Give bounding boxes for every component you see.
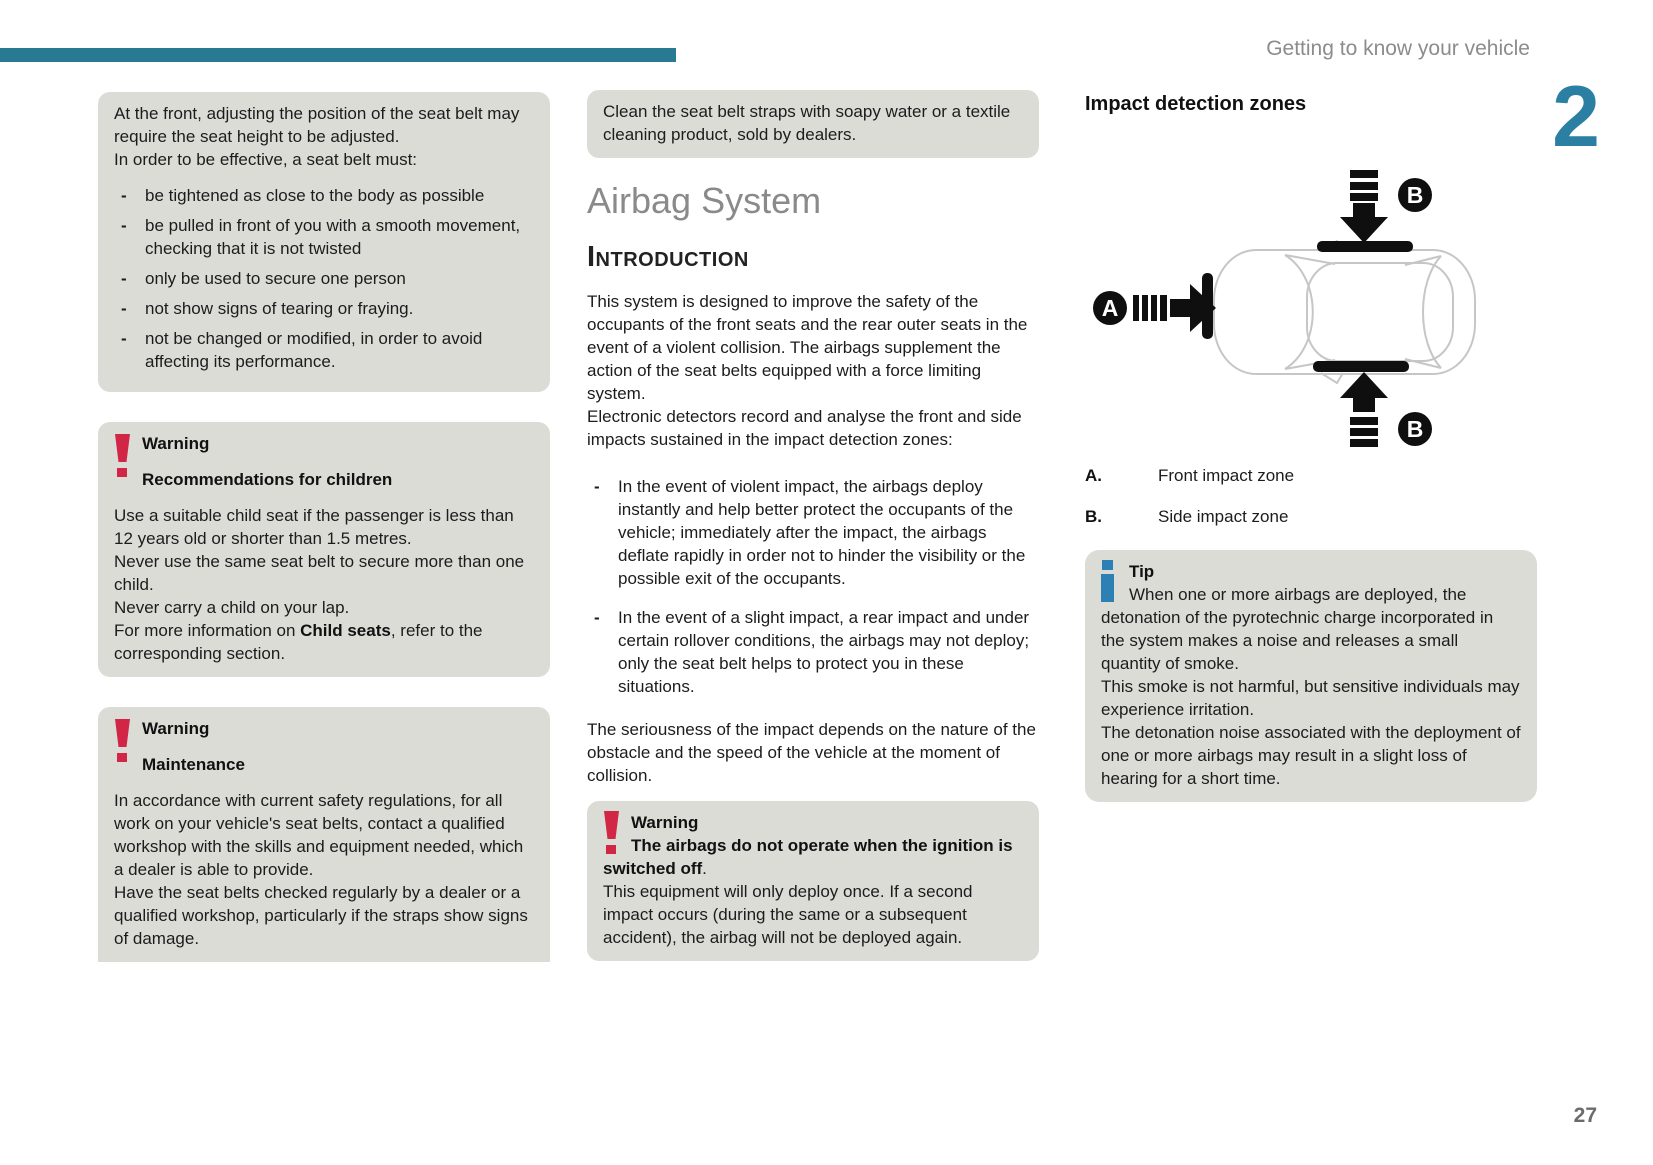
list-item [587,475,1039,590]
chapter-header: Getting to know your vehicle [1266,37,1530,60]
warning-label: Warning [631,813,699,832]
list-item [114,184,534,207]
warning-bold-text: The airbags do not operate when the ignition is switched off [603,836,1013,878]
badge-b-bottom [1398,412,1432,446]
seatbelt-intro-line: In order to be effective, a seat belt must: [114,150,418,169]
cleaning-info-box [587,90,1039,158]
paragraph-line: Electronic detectors record and analyse the front and side impacts sustained in the impact detection zones: [587,407,1022,449]
text-segment: . [702,859,707,878]
list-item [587,606,1039,698]
warning-body-line: In accordance with current safety regulations, for all work on your vehicle's seat belts, contact a qualified workshop with the skills and equipment needed, which a dealer is able to provide. [114,791,524,879]
chapter-number: 2 [1552,69,1600,165]
section-title-airbag-system: Airbag System [587,180,822,221]
side-impact-arrow-top [1317,170,1413,252]
dash-marker: - [121,186,127,205]
list-item-text: be tightened as close to the body as possible [145,186,485,205]
front-impact-arrow [1133,273,1216,339]
seatbelt-info-box [98,92,550,392]
list-item-text: In the event of a slight impact, a rear impact and under certain rollover conditions, the airbags may not deploy; only the seat belt helps to protect you in these situations. [618,608,1030,696]
page-number: 27 [1573,1104,1597,1127]
dash-marker: - [121,216,127,235]
legend-term: A. [1085,466,1102,485]
warning-body-line: Have the seat belts checked regularly by a dealer or a qualified workshop, particularly if the straps show signs of damage. [114,883,528,948]
warning-body-line: Use a suitable child seat if the passenger is less than 12 years old or shorter than 1.5 metres. [114,506,514,548]
warning-title: Maintenance [142,755,245,774]
child-seats-reference: Child seats [300,621,391,640]
list-item [114,327,534,373]
badge-b-label: B [1406,416,1424,442]
warning-title: Recommendations for children [142,470,393,489]
text-segment: For more information on [114,621,301,640]
warning-box-airbags [587,801,1039,961]
tip-body-line: This smoke is not harmful, but sensitive individuals may experience irritation. [1101,677,1520,719]
warning-exclamation-icon [114,719,131,763]
impact-zones-heading: Impact detection zones [1085,93,1307,115]
warning-body-line: Never use the same seat belt to secure more than one child. [114,552,525,594]
warning-exclamation-icon [603,811,620,855]
legend-definition: Front impact zone [1158,466,1295,485]
warning-box-children [98,422,550,677]
list-item [114,214,534,260]
warning-label: Warning [142,719,210,738]
dash-marker: - [594,608,600,627]
warning-bold-title [603,834,1023,880]
tip-box [1085,550,1537,802]
dash-marker: - [121,299,127,318]
badge-a-label: A [1101,295,1119,321]
list-item-text: not be changed or modified, in order to avoid affecting its performance. [145,329,483,371]
dash-marker: - [121,269,127,288]
legend-definition: Side impact zone [1158,507,1289,526]
badge-b-top [1398,178,1432,212]
dash-marker: - [594,477,600,496]
warning-body-line [114,619,534,665]
warning-body [114,789,534,950]
list-item-text: only be used to secure one person [145,269,406,288]
list-item [114,267,534,290]
tip-label: Tip [1129,562,1155,581]
legend-row [1085,505,1537,528]
subsection-title-introduction: Introduction [587,241,749,273]
column-right [1085,0,1537,802]
text-segment: , refer to the corresponding section. [114,621,483,663]
list-item-text: not show signs of tearing or fraying. [145,299,414,318]
list-item-text: In the event of violent impact, the airbags deploy instantly and help better protect the occupants of the vehicle; immediately after the impact, the airbags deflate rapidly in order not to hinder the visibility or the possible exit of the occupants. [618,477,1026,588]
warning-body-line: Never carry a child on your lap. [114,598,350,617]
list-item-text: be pulled in front of you with a smooth movement, checking that it is not twisted [145,216,521,258]
column-middle [587,0,1039,961]
warning-body [114,504,534,665]
paragraph-line: This system is designed to improve the safety of the occupants of the front seats and the rear outer seats in the event of a violent collision. The airbags supplement the action of the seat belts equipped with a force limiting system. [587,292,1028,403]
warning-label: Warning [142,434,210,453]
impact-detection-diagram [1085,142,1537,452]
legend-row [1085,464,1537,487]
impact-zones-legend [1085,464,1537,528]
closing-paragraph: The seriousness of the impact depends on the nature of the obstacle and the speed of the vehicle at the moment of collision. [587,720,1036,785]
warning-header [114,717,534,776]
tip-body-line: The detonation noise associated with the deployment of one or more airbags may result in a slight loss of hearing for a short time. [1101,723,1521,788]
list-item [114,297,534,320]
tip-body-line: When one or more airbags are deployed, the detonation of the pyrotechnic charge incorporated in the system makes a noise and releases a small quantity of smoke. [1101,585,1494,673]
warning-exclamation-icon [114,434,131,478]
info-icon [1101,560,1115,604]
badge-b-label: B [1406,182,1424,208]
badge-a [1093,291,1127,325]
airbag-behaviour-list [587,475,1039,698]
dash-marker: - [121,329,127,348]
cleaning-info-text: Clean the seat belt straps with soapy water or a textile cleaning product, sold by dealers. [603,102,1011,144]
tip-body [1101,583,1521,790]
intro-paragraph [587,290,1039,451]
legend-term: B. [1085,507,1102,526]
seatbelt-requirements-list [114,184,534,373]
warning-header [114,432,534,491]
warning-body: This equipment will only deploy once. If a second impact occurs (during the same or a subsequent accident), the airbag will not be deployed again. [603,882,973,947]
column-left [98,0,550,962]
seatbelt-intro-line: At the front, adjusting the position of the seat belt may require the seat height to be adjusted. [114,104,520,146]
warning-box-maintenance [98,707,550,962]
